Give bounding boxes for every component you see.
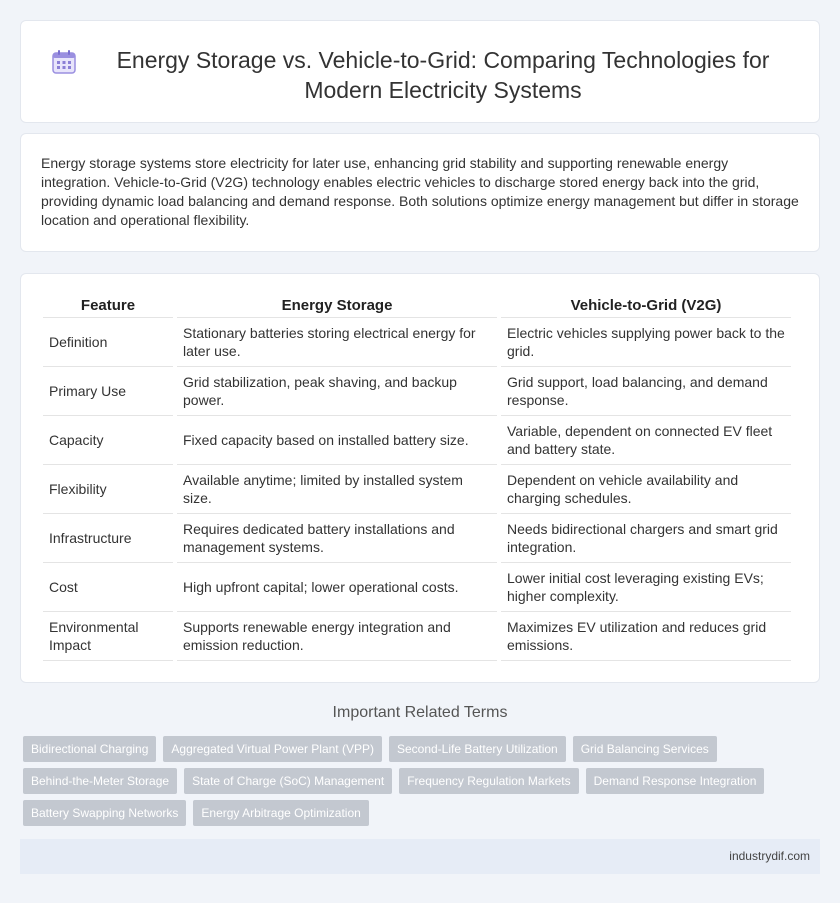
tag-second-life-battery[interactable]: Second-Life Battery Utilization: [389, 736, 566, 762]
intro-card: [20, 133, 820, 252]
row-feature: Primary Use: [43, 367, 173, 416]
table-row: [43, 465, 791, 514]
page-title: Energy Storage vs. Vehicle-to-Grid: Comparing Technologies for Modern Electricity Systems: [116, 47, 770, 103]
header-v2g: Vehicle-to-Grid (V2G): [501, 296, 791, 318]
comparison-card: [20, 273, 820, 683]
related-terms-title: Important Related Terms: [332, 704, 508, 721]
table-row: [43, 416, 791, 465]
tag-frequency-regulation[interactable]: Frequency Regulation Markets: [399, 768, 578, 794]
row-energy-storage: Stationary batteries storing electrical energy for later use.: [177, 318, 497, 367]
comparison-table: [39, 296, 795, 661]
table-row: [43, 563, 791, 612]
header-feature: Feature: [43, 296, 173, 318]
row-v2g: Electric vehicles supplying power back to the grid.: [501, 318, 791, 367]
tag-energy-arbitrage[interactable]: Energy Arbitrage Optimization: [193, 800, 368, 826]
row-v2g: Lower initial cost leveraging existing EVs; higher complexity.: [501, 563, 791, 612]
row-energy-storage: Grid stabilization, peak shaving, and backup power.: [177, 367, 497, 416]
tag-behind-the-meter[interactable]: Behind-the-Meter Storage: [23, 768, 177, 794]
tag-battery-swapping[interactable]: Battery Swapping Networks: [23, 800, 186, 826]
tag-demand-response[interactable]: Demand Response Integration: [586, 768, 765, 794]
row-v2g: Maximizes EV utilization and reduces grid emissions.: [501, 612, 791, 661]
intro-text: Energy storage systems store electricity for later use, enhancing grid stability and supporting renewable energy integration. Vehicle-to-Grid (V2G) technology enables electric vehicles to discharge stored energy back into the grid, providing dynamic load balancing and demand response. Both solutions optimize energy management but differ in storage location and operational flexibility.: [41, 155, 799, 228]
row-energy-storage: Fixed capacity based on installed battery size.: [177, 416, 497, 465]
table-row: [43, 367, 791, 416]
row-energy-storage: Supports renewable energy integration and emission reduction.: [177, 612, 497, 661]
title-card: [20, 20, 820, 123]
table-row: [43, 514, 791, 563]
table-row: [43, 318, 791, 367]
row-energy-storage: Available anytime; limited by installed system size.: [177, 465, 497, 514]
row-feature: Cost: [43, 563, 173, 612]
row-feature: Flexibility: [43, 465, 173, 514]
tag-grid-balancing[interactable]: Grid Balancing Services: [573, 736, 717, 762]
row-feature: Environmental Impact: [43, 612, 173, 661]
footer-site-link[interactable]: industrydif.com: [729, 849, 810, 863]
row-feature: Infrastructure: [43, 514, 173, 563]
row-energy-storage: High upfront capital; lower operational costs.: [177, 563, 497, 612]
row-feature: Definition: [43, 318, 173, 367]
row-energy-storage: Requires dedicated battery installations and management systems.: [177, 514, 497, 563]
table-header-row: [43, 296, 791, 318]
footer: [20, 839, 820, 874]
tag-soc-management[interactable]: State of Charge (SoC) Management: [184, 768, 392, 794]
row-v2g: Dependent on vehicle availability and charging schedules.: [501, 465, 791, 514]
row-v2g: Needs bidirectional chargers and smart grid integration.: [501, 514, 791, 563]
tag-bidirectional-charging[interactable]: Bidirectional Charging: [23, 736, 156, 762]
row-feature: Capacity: [43, 416, 173, 465]
calendar-grid-icon: [51, 49, 77, 75]
table-row: [43, 612, 791, 661]
related-terms-tags: [23, 736, 823, 826]
header-energy-storage: Energy Storage: [177, 296, 497, 318]
tag-aggregated-vpp[interactable]: Aggregated Virtual Power Plant (VPP): [163, 736, 382, 762]
row-v2g: Variable, dependent on connected EV fleet and battery state.: [501, 416, 791, 465]
row-v2g: Grid support, load balancing, and demand response.: [501, 367, 791, 416]
